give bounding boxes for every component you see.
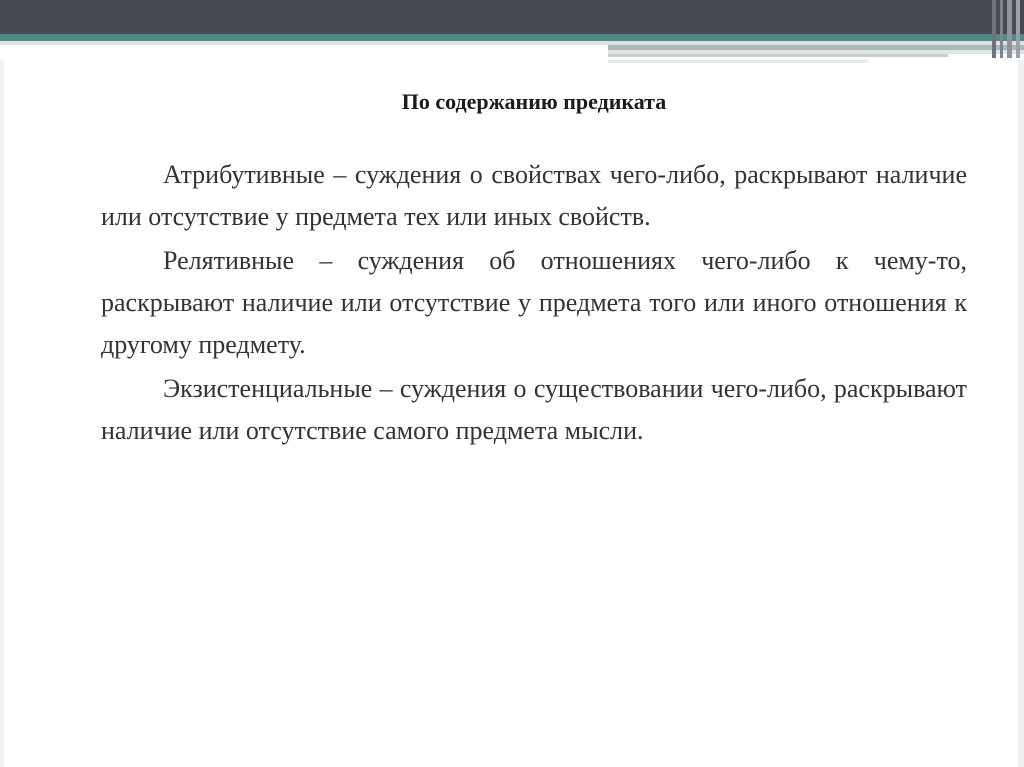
right-edge-line [1018, 60, 1024, 767]
paragraph-attributive: Атрибутивные – суждения о свойствах чего-либо, раскрывают наличие или отсутствие у предмета тех или иных свойств. [101, 160, 967, 231]
header-accent-bar [1016, 0, 1020, 58]
header-accent-bar [1000, 0, 1003, 58]
header-accent-bar [1007, 0, 1012, 58]
header-teal-bar [0, 34, 1024, 41]
slide-title: По содержанию предиката [401, 89, 667, 114]
header-dark-bar [0, 0, 1024, 34]
header-accent-bar [992, 0, 996, 58]
paragraph-existential: Экзистенциальные – суждения о существовании чего-либо, раскрывают наличие или отсутствие самого предмета мысли. [101, 374, 967, 445]
slide-content [101, 84, 967, 454]
header-stripe [608, 60, 868, 63]
paragraph-relative: Релятивные – суждения об отношениях чего-либо к чему-то, раскрывают наличие или отсутствие у предмета того или иного отношения к другому предмету. [101, 246, 967, 359]
header-stripe [608, 54, 948, 57]
left-edge-line [0, 60, 4, 767]
